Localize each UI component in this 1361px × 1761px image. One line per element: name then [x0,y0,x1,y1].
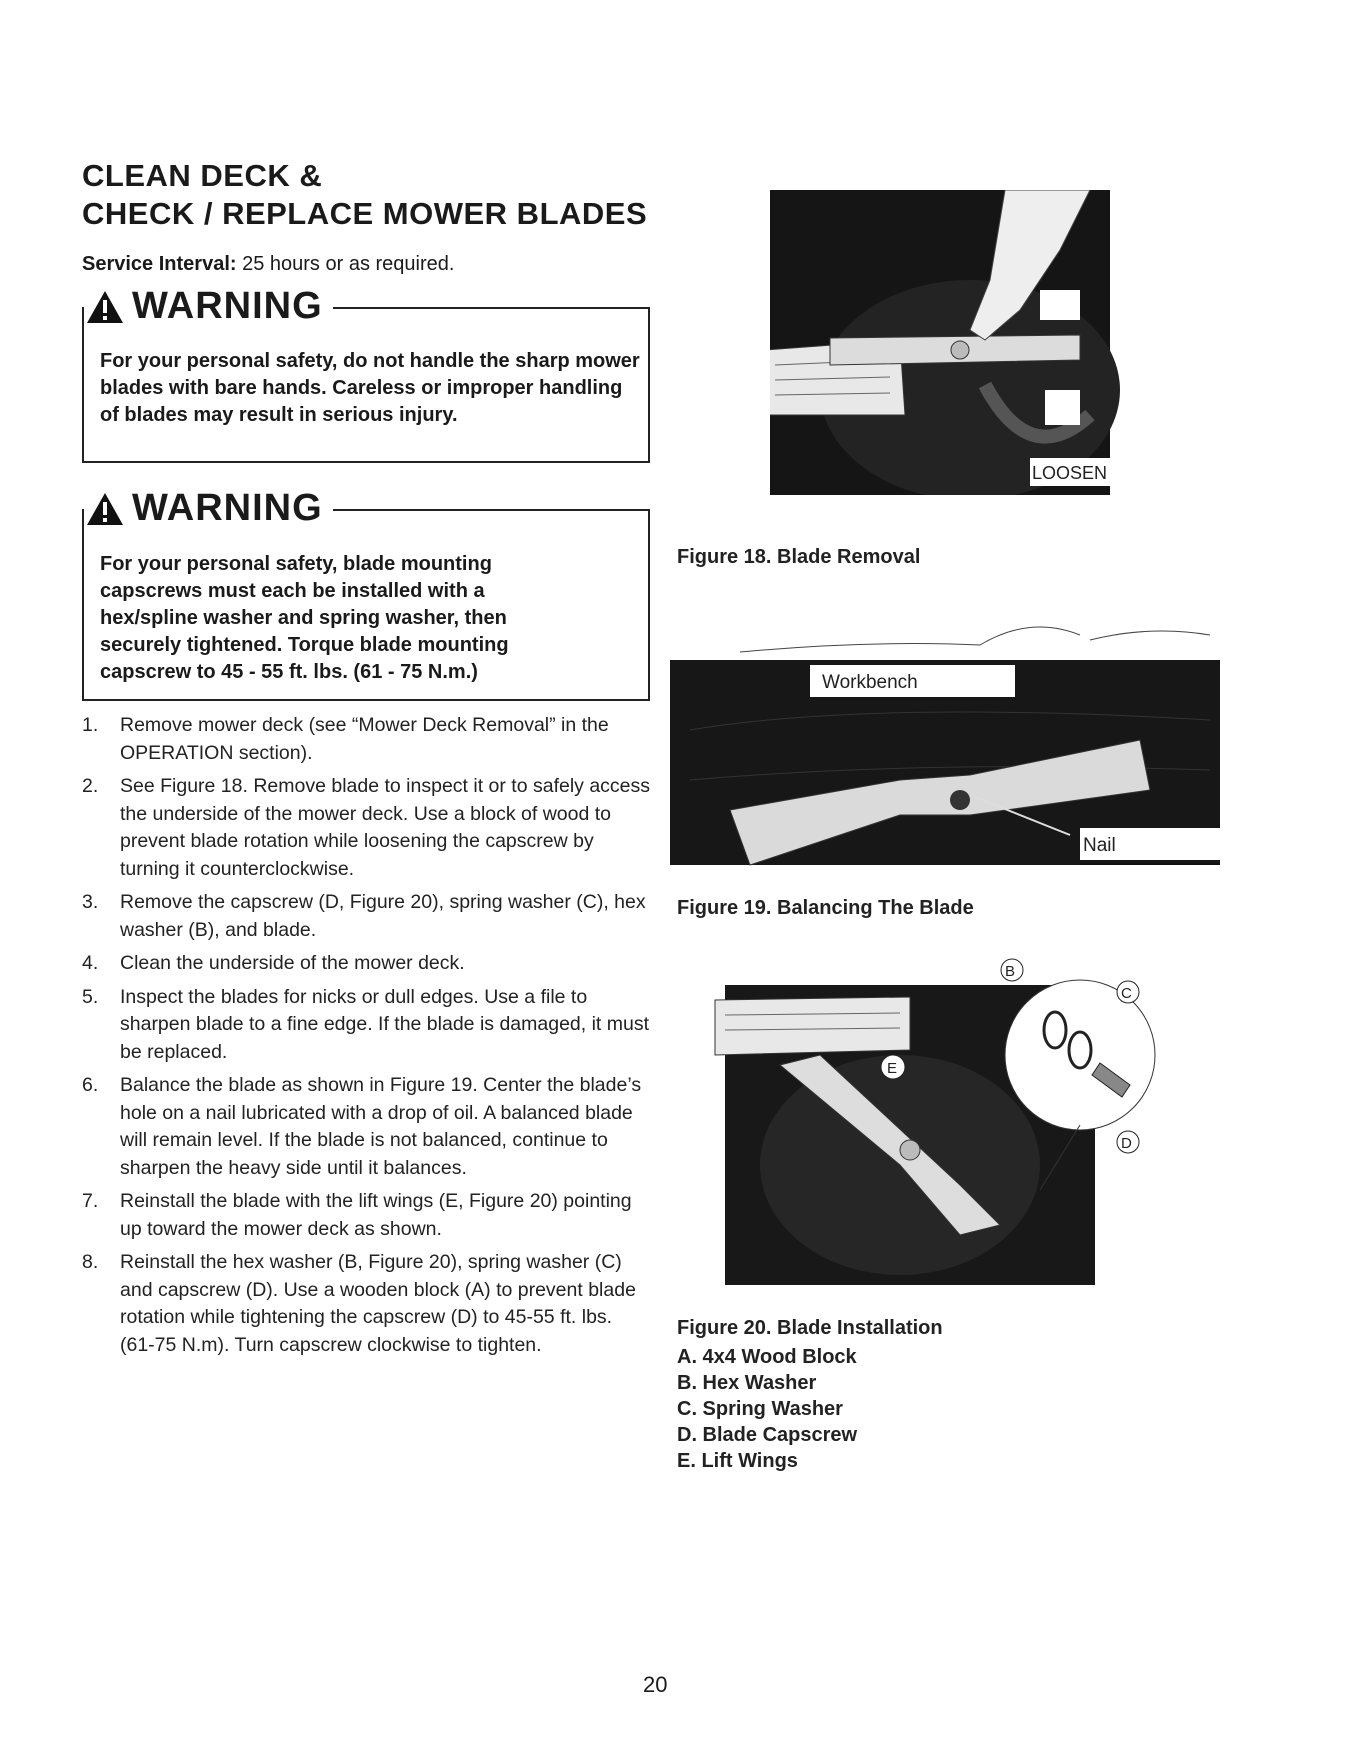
warning-text-2: For your personal safety, blade mounting capscrews must each be installed with a hex/spline washer and spring washer, then securely tightened. Torque blade mounting capscrew to 45 - 55 ft. lbs. (61 - 75 N.m.) [100,553,509,683]
step-item: 1. Remove mower deck (see “Mower Deck Removal” in the OPERATION section). [82,714,609,764]
step-item: 6. Balance the blade as shown in Figure 19. Center the blade’s hole on a nail lubricated with a drop of oil. A balanced blade will remain level. If the blade is not balanced, continue to sharpen the heavy side until it balances. [82,1074,642,1179]
legend-item: C. Spring Washer [677,1398,843,1420]
page-title [82,157,647,233]
figure-19-caption: Figure 19. Balancing The Blade [677,897,974,919]
service-interval-value: 25 hours or as required. [242,253,455,275]
callout-c: C [1121,985,1132,1002]
callout-b: B [1005,963,1016,980]
figure-19-illustration [670,610,1220,870]
callout-d: D [1121,1135,1132,1152]
step-item: 3. Remove the capscrew (D, Figure 20), spring washer (C), hex washer (B), and blade. [82,891,646,941]
warning-text-1: For your personal safety, do not handle the sharp mower blades with bare hands. Careless or improper handling of blades may result in serious injury. [100,350,640,426]
figure-20-caption: Figure 20. Blade Installation [677,1317,943,1339]
figure-19-workbench-label: Workbench [822,672,918,693]
figure-18-illustration [770,190,1130,495]
service-interval [82,253,454,276]
step-item: 5. Inspect the blades for nicks or dull edges. Use a file to sharpen blade to a fine edge. If the blade is damaged, it must be replaced. [82,985,650,1063]
page-number: 20 [643,1672,668,1697]
figure-19-nail-label: Nail [1083,835,1116,856]
warning-label-2: WARNING [132,487,323,529]
warning-header-2 [86,487,333,530]
step-item: 7. Reinstall the blade with the lift wings (E, Figure 20) pointing up toward the mower deck as shown. [82,1190,632,1240]
legend-item: A. 4x4 Wood Block [677,1346,857,1368]
figure-18-caption: Figure 18. Blade Removal [677,546,921,568]
warning-box-1 [82,285,650,463]
step-item: 8. Reinstall the hex washer (B, Figure 20), spring washer (C) and capscrew (D). Use a wooden block (A) to prevent blade rotation while tightening the capscrew (D) to 45-55 ft. lbs. (61-75 N.m). Turn capscrew clockwise to tighten. [82,1251,636,1356]
step-item: 2. See Figure 18. Remove blade to inspect it or to safely access the underside of the mower deck. Use a block of wood to prevent blade rotation while loosening the capscrew by turning it counterclockwise. [82,775,651,880]
procedure-steps [82,712,652,1365]
warning-label-1: WARNING [132,285,323,327]
figure-18-loosen-label: LOOSEN [1032,463,1108,483]
legend-item: E. Lift Wings [677,1450,798,1472]
step-item: 4. Clean the underside of the mower deck. [82,952,465,974]
figure-20-illustration [700,955,1180,1300]
service-interval-label: Service Interval: [82,253,237,275]
callout-e: E [887,1060,898,1077]
warning-header-1 [86,285,333,328]
figure-20-legend [677,1344,857,1474]
warning-triangle-icon [86,290,124,324]
legend-item: B. Hex Washer [677,1372,817,1394]
title-line-1: CLEAN DECK & [82,158,323,193]
title-line-2: CHECK / REPLACE MOWER BLADES [82,196,648,231]
legend-item: D. Blade Capscrew [677,1424,858,1446]
warning-triangle-icon [86,492,124,526]
warning-box-2 [82,483,650,701]
